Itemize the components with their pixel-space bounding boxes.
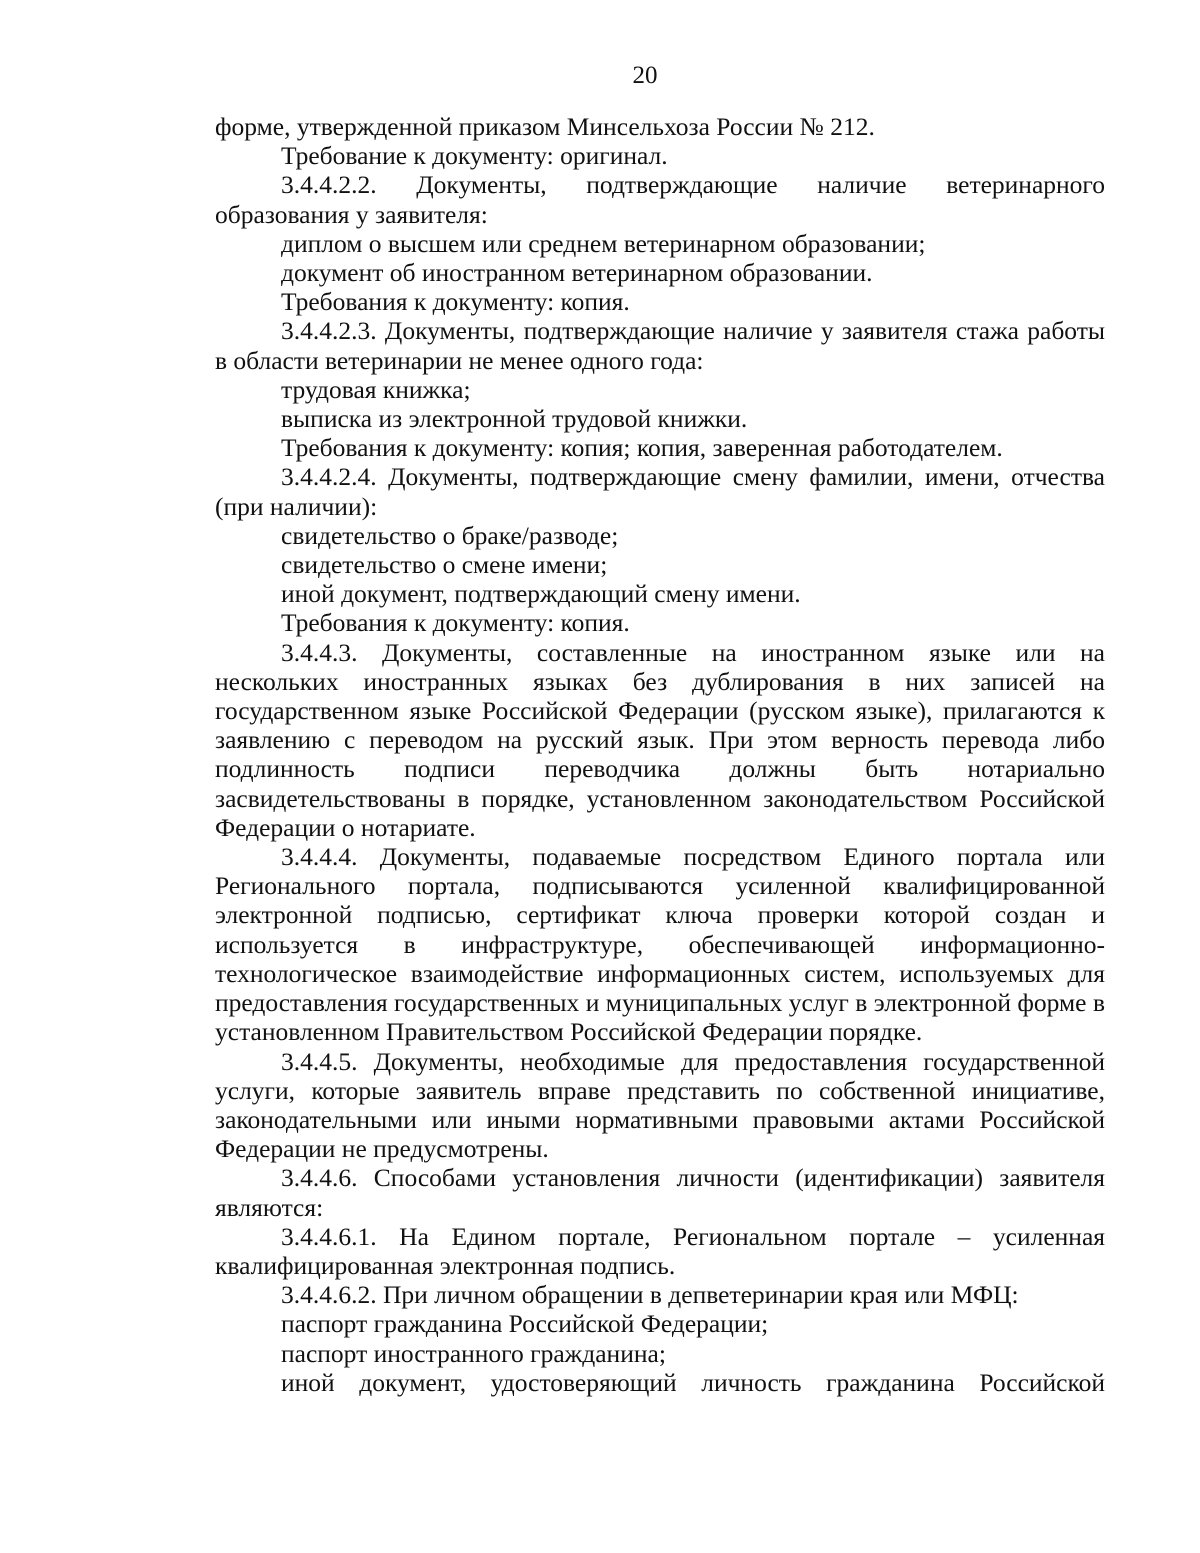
paragraph: 3.4.4.4. Документы, подаваемые посредством Единого портала или Регионального портала, подписываются усиленной квалифицированной электронной подписью, сертификат ключа проверки которой создан и используется в инфраструктуре, обеспечивающей информационно-технологическое взаимодействие информационных систем, используемых для предоставления государственных и муниципальных услуг в электронной форме в установленном Правительством Российской Федерации порядке. xyxy=(215,842,1105,1047)
paragraph: иной документ, подтверждающий смену имени. xyxy=(281,579,801,609)
page-number: 20 xyxy=(632,62,658,89)
paragraph: свидетельство о смене имени; xyxy=(281,550,608,580)
paragraph: 3.4.4.2.3. Документы, подтверждающие наличие у заявителя стажа работы в области ветеринарии не менее одного года: xyxy=(215,316,1105,375)
paragraph: Требование к документу: оригинал. xyxy=(281,141,668,171)
paragraph: свидетельство о браке/разводе; xyxy=(281,520,619,550)
paragraph: 3.4.4.6. Способами установления личности (идентификации) заявителя являются: xyxy=(215,1163,1105,1222)
paragraph: трудовая книжка; xyxy=(281,374,471,404)
paragraph: 3.4.4.3. Документы, составленные на иностранном языке или на нескольких иностранных языках без дублирования в них записей на государственном языке Российской Федерации (русском языке), прилагаются к заявлению с переводом на русский язык. При этом верность перевода либо подлинность подписи переводчика должны быть нотариально засвидетельствованы в порядке, установленном законодательством Российской Федерации о нотариате. xyxy=(215,637,1105,842)
paragraph: 3.4.4.2.2. Документы, подтверждающие наличие ветеринарного образования у заявителя: xyxy=(215,170,1105,229)
paragraph: Требования к документу: копия. xyxy=(281,287,630,317)
paragraph: 3.4.4.5. Документы, необходимые для предоставления государственной услуги, которые заявитель вправе представить по собственной инициативе, законодательными или иными нормативными правовыми актами Российской Федерации не предусмотрены. xyxy=(215,1046,1105,1164)
paragraph: Требования к документу: копия. xyxy=(281,608,630,638)
paragraph: диплом о высшем или среднем ветеринарном образовании; xyxy=(281,228,926,258)
paragraph: выписка из электронной трудовой книжки. xyxy=(281,404,748,434)
paragraph: документ об иностранном ветеринарном образовании. xyxy=(281,258,873,288)
paragraph: форме, утвержденной приказом Минсельхоза России № 212. xyxy=(215,112,875,141)
paragraph: Требования к документу: копия; копия, заверенная работодателем. xyxy=(281,433,1003,463)
paragraph: паспорт иностранного гражданина; xyxy=(281,1338,666,1368)
paragraph: 3.4.4.2.4. Документы, подтверждающие смену фамилии, имени, отчества (при наличии): xyxy=(215,462,1105,521)
paragraph: иной документ, удостоверяющий личность гражданина Российской xyxy=(281,1367,1105,1397)
paragraph: 3.4.4.6.2. При личном обращении в депветеринарии края или МФЦ: xyxy=(281,1280,1019,1310)
paragraph: 3.4.4.6.1. На Едином портале, Региональном портале – усиленная квалифицированная электронная подпись. xyxy=(215,1221,1105,1280)
document-body xyxy=(215,112,1105,1397)
paragraph: паспорт гражданина Российской Федерации; xyxy=(281,1309,769,1339)
